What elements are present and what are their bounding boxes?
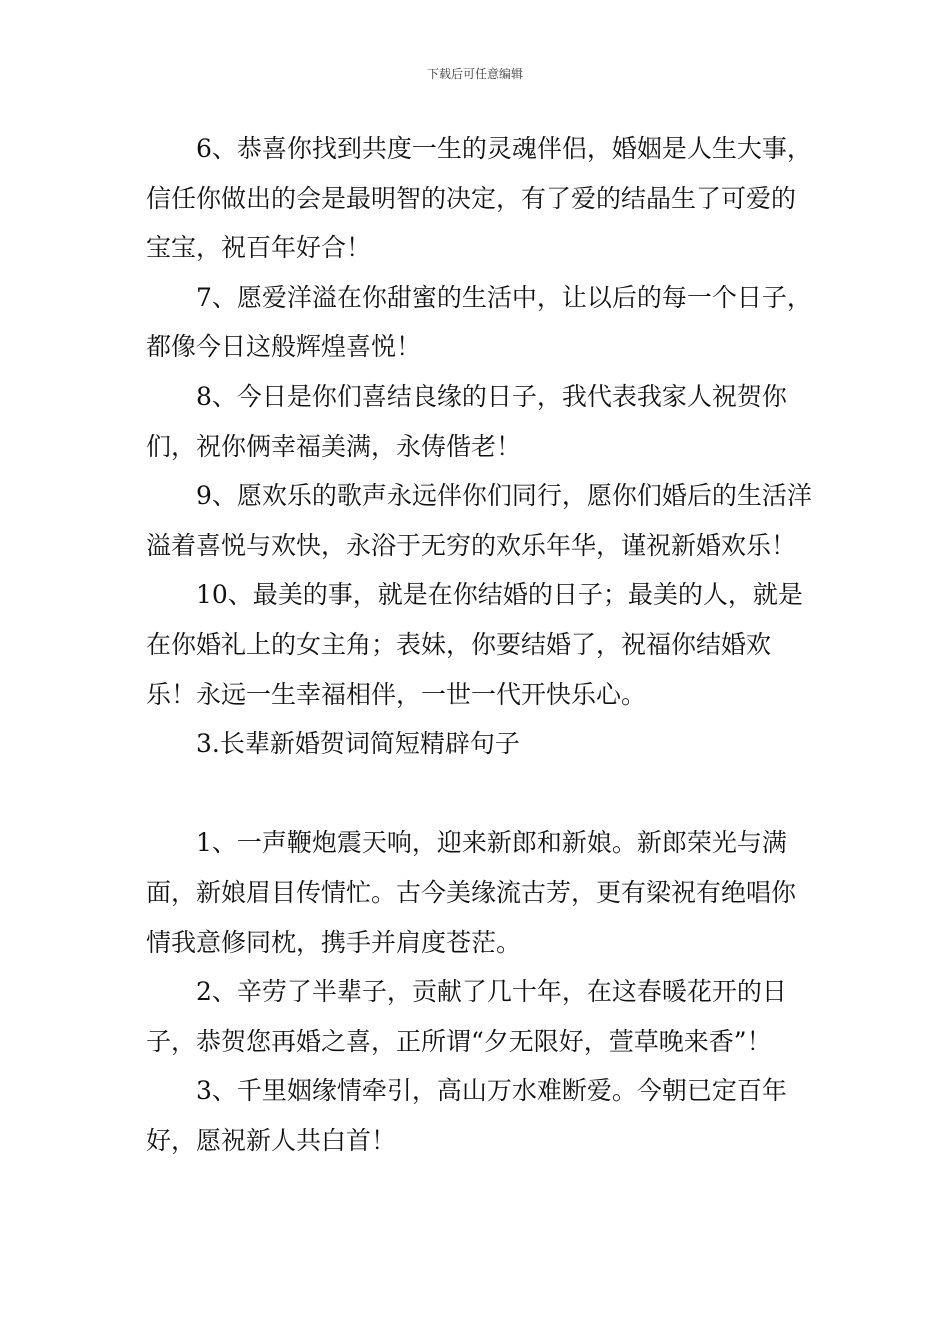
paragraph-wish-10: 10、最美的事，就是在你结婚的日子；最美的人，就是在你婚礼上的女主角；表妹，你要结婚了，祝福你结婚欢乐！永远一生幸福相伴，一世一代开快乐心。 <box>146 580 803 709</box>
page-header: 下载后可任意编辑 <box>426 67 523 81</box>
paragraph-wish-7: 7、愿爱洋溢在你甜蜜的生活中，让以后的每一个日子，都像今日这般辉煌喜悦！ <box>146 282 812 362</box>
paragraph-elder-3: 3、千里姻缘情牵引，高山万水难断爱。今朝已定百年好，愿祝新人共白首！ <box>146 1076 787 1155</box>
paragraph-elder-2: 2、辛劳了半辈子，贡献了几十年，在这春暖花开的日子，恭贺您再婚之喜，正所谓“夕无限好，萱草晚来香”！ <box>146 977 787 1056</box>
paragraph-wish-8: 8、今日是你们喜结良缘的日子，我代表我家人祝贺你们，祝你俩幸福美满，永俦偕老！ <box>146 381 787 461</box>
paragraph-elder-1: 1、一声鞭炮震天响，迎来新郎和新娘。新郎荣光与满面，新娘眉目传情忙。古今美缘流古芳，更有梁祝有绝唱你情我意修同枕，携手并肩度苍茫。 <box>146 828 797 957</box>
blank-line <box>146 769 816 819</box>
section-heading: 3.长辈新婚贺词简短精辟句子 <box>196 729 520 759</box>
paragraph-wish-9: 9、愿欢乐的歌声永远伴你们同行，愿你们婚后的生活洋溢着喜悦与欢快，永浴于无穷的欢乐年华，谨祝新婚欢乐！ <box>146 481 812 560</box>
document-body <box>146 124 816 1165</box>
paragraph-wish-6: 6、恭喜你找到共度一生的灵魂伴侣，婚姻是人生大事，信任你做出的会是最明智的决定，有了爱的结晶生了可爱的宝宝，祝百年好合！ <box>146 134 812 263</box>
